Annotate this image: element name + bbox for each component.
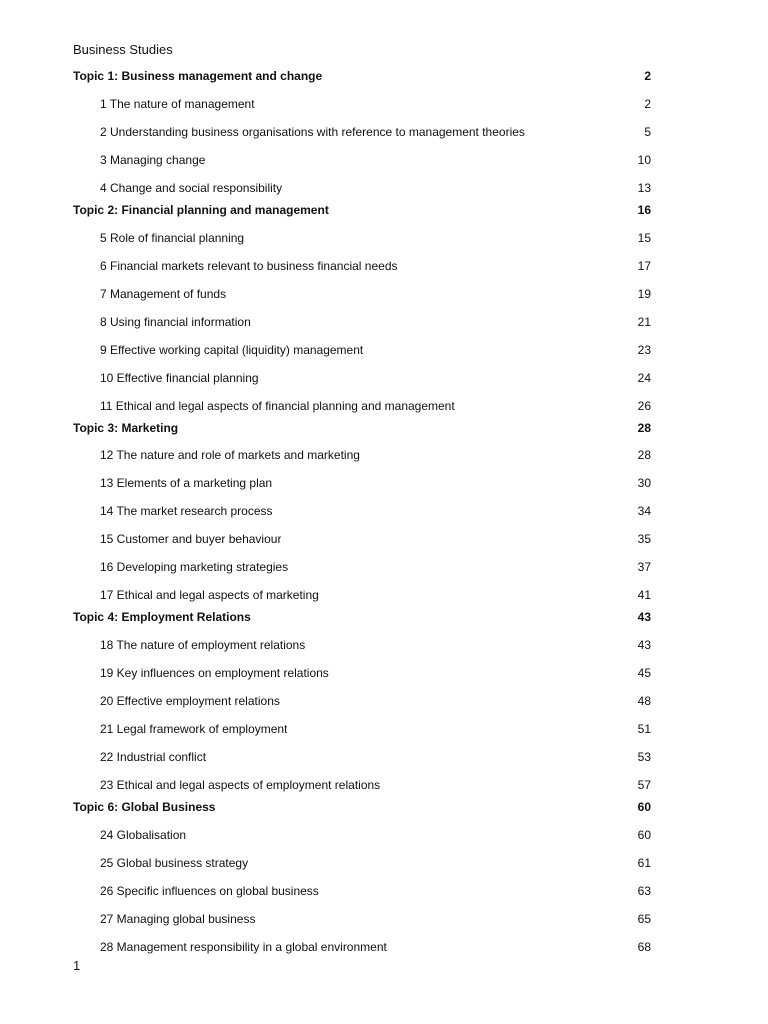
toc-entry-label: 3 Managing change: [100, 153, 206, 167]
toc-entry: [100, 398, 651, 414]
page-number: 1: [73, 958, 81, 973]
toc-entry-page: 28: [637, 421, 651, 435]
toc-entry-label: 5 Role of financial planning: [100, 231, 245, 245]
toc-entry-page: 57: [637, 778, 651, 792]
toc-entry-label: 4 Change and social responsibility: [100, 181, 283, 195]
toc-entry-label: 2 Understanding business organisations with reference to management theories: [100, 125, 525, 139]
toc-entry: [100, 475, 651, 491]
toc-entry: [100, 503, 651, 519]
toc-entry-page: 63: [637, 884, 651, 898]
toc-entry-page: 61: [637, 856, 651, 870]
toc-entry-label: 20 Effective employment relations: [100, 694, 280, 708]
toc-entry-page: 19: [637, 287, 651, 301]
toc-entry-page: 21: [637, 315, 651, 329]
toc-entry: [100, 180, 651, 196]
toc-topic-heading: [73, 420, 651, 436]
toc-entry-page: 30: [637, 476, 651, 490]
toc-entry: [100, 911, 651, 927]
toc-entry-page: 41: [637, 588, 651, 602]
toc-entry-label: 17 Ethical and legal aspects of marketing: [100, 588, 319, 602]
toc-entry: [100, 531, 651, 547]
toc-entry-label: 26 Specific influences on global business: [100, 884, 319, 898]
toc-entry: [100, 777, 651, 793]
toc-entry-page: 45: [637, 666, 651, 680]
toc-entry: [100, 637, 651, 653]
toc-entry: [100, 721, 651, 737]
toc-entry-page: 60: [637, 828, 651, 842]
toc-entry-page: 51: [637, 722, 651, 736]
toc-entry: [100, 939, 651, 955]
toc-entry: [100, 370, 651, 386]
toc-entry-page: 37: [637, 560, 651, 574]
toc-entry-label: 21 Legal framework of employment: [100, 722, 288, 736]
toc-topic-heading: [73, 609, 651, 625]
toc-entry: [100, 587, 651, 603]
toc-entry-label: 13 Elements of a marketing plan: [100, 476, 273, 490]
toc-entry: [100, 665, 651, 681]
toc-entry-page: 5: [644, 125, 651, 139]
toc-entry-label: 22 Industrial conflict: [100, 750, 207, 764]
toc-entry: [100, 883, 651, 899]
toc-entry-label: 24 Globalisation: [100, 828, 187, 842]
toc-entry-page: 16: [637, 203, 651, 217]
toc-entry: [100, 827, 651, 843]
toc-entry: [100, 96, 651, 112]
toc-entry-page: 10: [637, 153, 651, 167]
toc-topic-heading: [73, 68, 651, 84]
toc-entry: [100, 342, 651, 358]
toc-entry: [100, 230, 651, 246]
toc-entry-page: 65: [637, 912, 651, 926]
document-title: Business Studies: [73, 42, 173, 57]
toc-entry: [100, 314, 651, 330]
toc-entry-page: 13: [637, 181, 651, 195]
toc-entry-page: 17: [637, 259, 651, 273]
toc-entry-page: 60: [637, 800, 651, 814]
toc-entry-page: 2: [644, 97, 651, 111]
toc-entry-label: 14 The market research process: [100, 504, 273, 518]
toc-entry-label: 6 Financial markets relevant to business financial needs: [100, 259, 398, 273]
toc-entry-page: 28: [637, 448, 651, 462]
toc-entry-label: Topic 3: Marketing: [73, 421, 179, 435]
toc-entry-label: 10 Effective financial planning: [100, 371, 259, 385]
toc-entry-label: 15 Customer and buyer behaviour: [100, 532, 282, 546]
toc-entry-label: 1 The nature of management: [100, 97, 255, 111]
toc-entry-page: 24: [637, 371, 651, 385]
toc-entry-label: Topic 4: Employment Relations: [73, 610, 251, 624]
toc-entry-page: 34: [637, 504, 651, 518]
toc-entry: [100, 286, 651, 302]
toc-entry-label: 12 The nature and role of markets and marketing: [100, 448, 360, 462]
toc-entry-page: 2: [644, 69, 651, 83]
toc-topic-heading: [73, 799, 651, 815]
toc-entry: [100, 693, 651, 709]
toc-entry-page: 35: [637, 532, 651, 546]
toc-entry: [100, 749, 651, 765]
toc-entry-label: 16 Developing marketing strategies: [100, 560, 289, 574]
toc-entry-label: 28 Management responsibility in a global environment: [100, 940, 387, 954]
toc-entry-label: Topic 6: Global Business: [73, 800, 216, 814]
toc-entry-page: 68: [637, 940, 651, 954]
toc-entry: [100, 559, 651, 575]
toc-entry: [100, 258, 651, 274]
toc-entry-label: 19 Key influences on employment relations: [100, 666, 329, 680]
toc-entry-label: Topic 1: Business management and change: [73, 69, 323, 83]
toc-entry: [100, 855, 651, 871]
toc-entry-label: 23 Ethical and legal aspects of employment relations: [100, 778, 381, 792]
toc-entry-page: 43: [637, 638, 651, 652]
toc-entry-label: 7 Management of funds: [100, 287, 227, 301]
toc-entry-label: 18 The nature of employment relations: [100, 638, 306, 652]
toc-entry-page: 26: [637, 399, 651, 413]
toc-entry: [100, 152, 651, 168]
toc-entry: [100, 124, 651, 140]
toc-entry-label: 27 Managing global business: [100, 912, 256, 926]
toc-entry-page: 48: [637, 694, 651, 708]
toc-topic-heading: [73, 202, 651, 218]
toc-entry-page: 15: [637, 231, 651, 245]
toc-entry-page: 23: [637, 343, 651, 357]
toc-entry-label: 9 Effective working capital (liquidity) management: [100, 343, 364, 357]
toc-entry-label: Topic 2: Financial planning and management: [73, 203, 329, 217]
toc-entry-page: 53: [637, 750, 651, 764]
toc-entry-label: 11 Ethical and legal aspects of financial planning and management: [100, 399, 455, 413]
toc-entry-label: 25 Global business strategy: [100, 856, 249, 870]
toc-entry-label: 8 Using financial information: [100, 315, 251, 329]
toc-entry: [100, 447, 651, 463]
toc-entry-page: 43: [637, 610, 651, 624]
